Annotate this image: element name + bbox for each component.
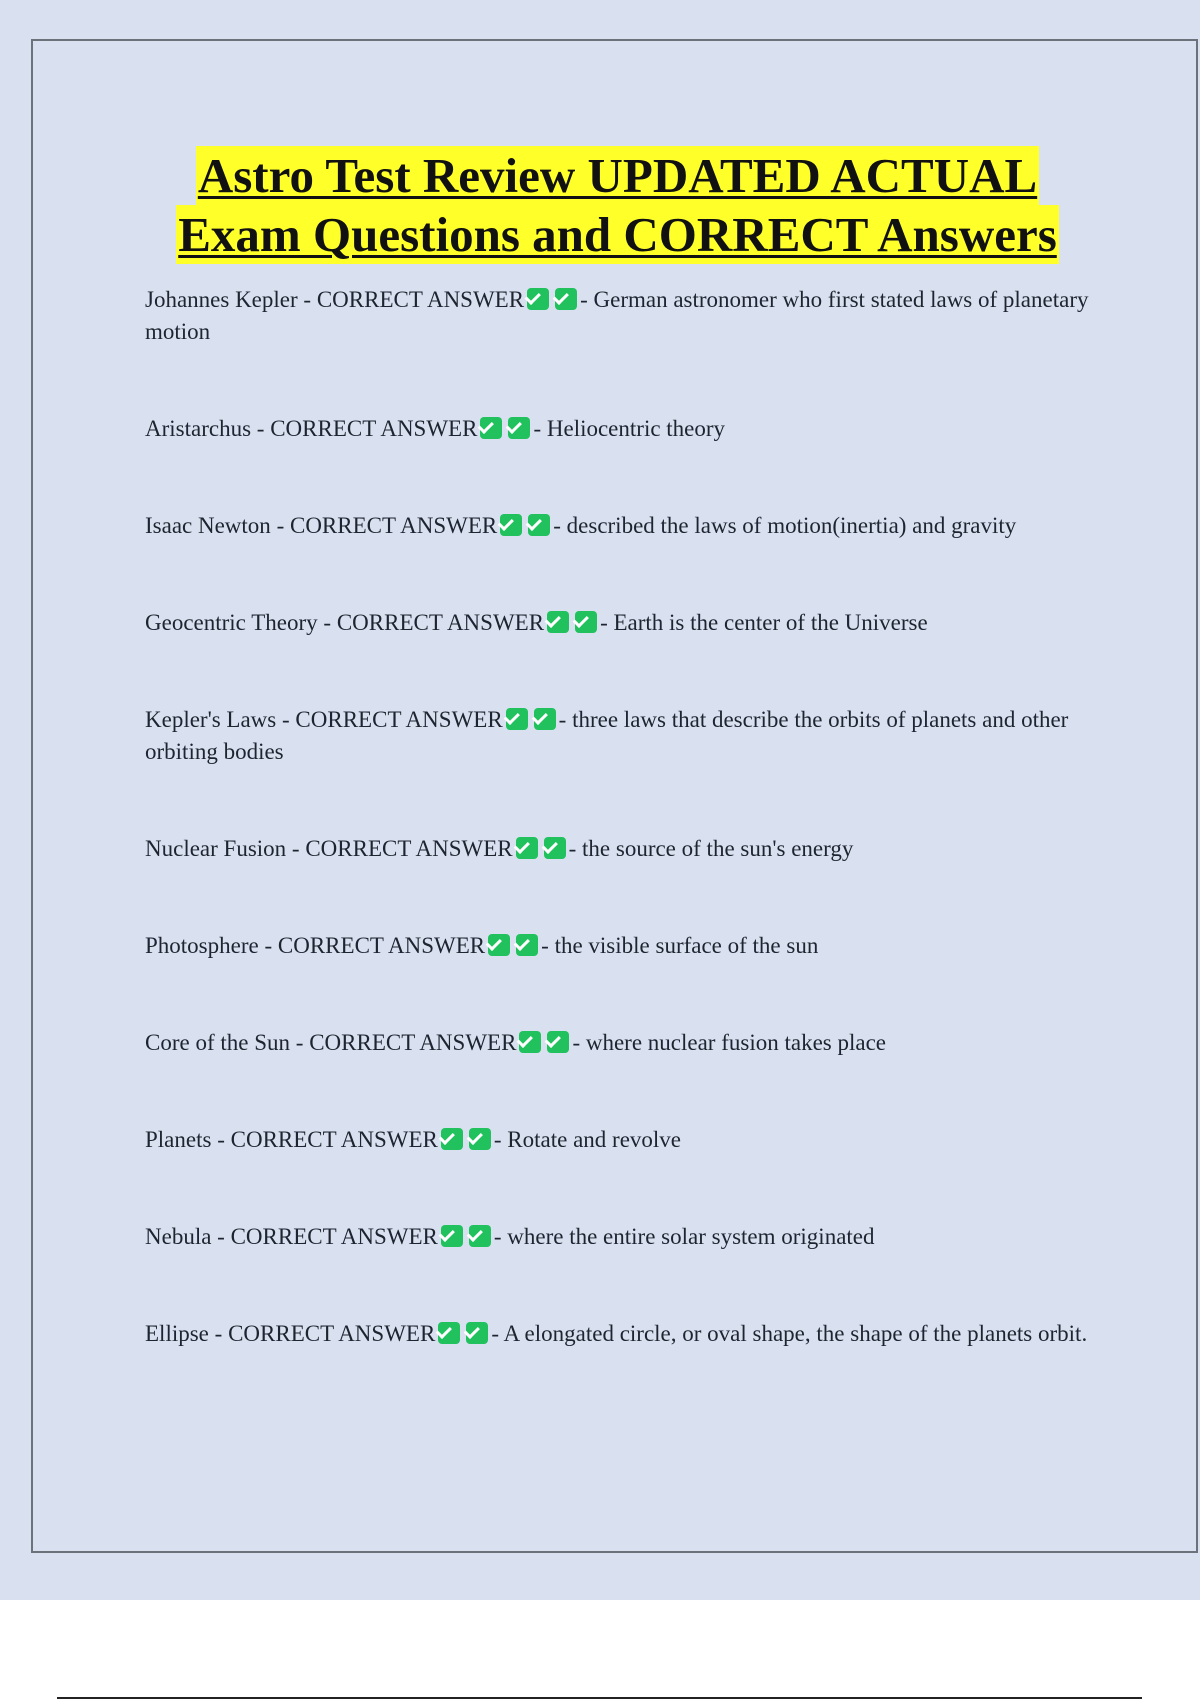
- correct-answer-label: CORRECT ANSWER: [230, 1224, 438, 1249]
- qa-item: Nebula - CORRECT ANSWER - where the entire solar system originated: [145, 1224, 875, 1249]
- check-mark-icon: [500, 514, 522, 536]
- qa-answer: three laws that describe the orbits of planets and other orbiting bodies: [145, 707, 1069, 764]
- check-mark-icon: [528, 514, 550, 536]
- qa-term: Geocentric Theory: [145, 610, 318, 635]
- qa-item: Photosphere - CORRECT ANSWER - the visible surface of the sun: [145, 933, 819, 958]
- qa-item: Johannes Kepler - CORRECT ANSWER - German astronomer who first stated laws of planetary motion: [145, 287, 1089, 344]
- qa-term: Johannes Kepler: [145, 287, 298, 312]
- qa-item: Planets - CORRECT ANSWER - Rotate and revolve: [145, 1127, 682, 1152]
- qa-term: Aristarchus: [145, 416, 252, 441]
- check-mark-icon: [547, 611, 569, 633]
- correct-answer-label: CORRECT ANSWER: [277, 933, 486, 958]
- qa-term: Photosphere: [145, 933, 259, 958]
- check-mark-icon: [506, 708, 528, 730]
- check-mark-icon: [469, 1225, 491, 1247]
- check-mark-icon: [519, 1031, 541, 1053]
- qa-answer: A elongated circle, or oval shape, the shape of the planets orbit.: [503, 1321, 1088, 1346]
- check-mark-icon: [544, 837, 566, 859]
- correct-answer-label: CORRECT ANSWER: [270, 416, 478, 441]
- qa-list: [145, 284, 1095, 1415]
- check-mark-icon: [527, 288, 549, 310]
- check-mark-icon: [480, 417, 502, 439]
- qa-item: Core of the Sun - CORRECT ANSWER - where nuclear fusion takes place: [145, 1030, 886, 1055]
- document-title: [100, 146, 1135, 264]
- qa-term: Planets: [145, 1127, 212, 1152]
- correct-answer-label: CORRECT ANSWER: [316, 287, 525, 312]
- qa-answer: Heliocentric theory: [546, 416, 726, 441]
- qa-answer: Rotate and revolve: [507, 1127, 682, 1152]
- footer-divider: [57, 1697, 1142, 1699]
- check-mark-icon: [441, 1225, 463, 1247]
- correct-answer-label: CORRECT ANSWER: [228, 1321, 436, 1346]
- check-mark-icon: [438, 1322, 460, 1344]
- qa-item: Kepler's Laws - CORRECT ANSWER - three laws that describe the orbits of planets and other orbiting bodies: [145, 707, 1069, 764]
- correct-answer-label: CORRECT ANSWER: [289, 513, 498, 538]
- correct-answer-label: CORRECT ANSWER: [336, 610, 545, 635]
- qa-item: Geocentric Theory - CORRECT ANSWER - Earth is the center of the Universe: [145, 610, 928, 635]
- check-mark-icon: [534, 708, 556, 730]
- correct-answer-label: CORRECT ANSWER: [230, 1127, 438, 1152]
- qa-term: Nebula: [145, 1224, 212, 1249]
- qa-item: Isaac Newton - CORRECT ANSWER - described the laws of motion(inertia) and gravity: [145, 513, 1017, 538]
- qa-item: Ellipse - CORRECT ANSWER - A elongated circle, or oval shape, the shape of the planets orbit.: [145, 1321, 1088, 1346]
- check-mark-icon: [488, 934, 510, 956]
- qa-answer: where the entire solar system originated: [507, 1224, 875, 1249]
- qa-term: Isaac Newton: [145, 513, 271, 538]
- check-mark-icon: [516, 837, 538, 859]
- qa-term: Kepler's Laws: [145, 707, 277, 732]
- check-mark-icon: [575, 611, 597, 633]
- correct-answer-label: CORRECT ANSWER: [309, 1030, 517, 1055]
- qa-answer: the source of the sun's energy: [582, 836, 854, 861]
- check-mark-icon: [469, 1128, 491, 1150]
- correct-answer-label: CORRECT ANSWER: [305, 836, 513, 861]
- correct-answer-label: CORRECT ANSWER: [295, 707, 503, 732]
- check-mark-icon: [508, 417, 530, 439]
- title-line-1: Astro Test Review UPDATED ACTUAL: [197, 148, 1038, 203]
- check-mark-icon: [516, 934, 538, 956]
- qa-answer: German astronomer who first stated laws of planetary motion: [145, 287, 1089, 344]
- qa-term: Nuclear Fusion: [145, 836, 287, 861]
- qa-term: Core of the Sun: [145, 1030, 291, 1055]
- qa-item: Aristarchus - CORRECT ANSWER - Heliocentric theory: [145, 416, 726, 441]
- qa-answer: Earth is the center of the Universe: [613, 610, 928, 635]
- qa-item: Nuclear Fusion - CORRECT ANSWER - the source of the sun's energy: [145, 836, 854, 861]
- title-line-2: Exam Questions and CORRECT Answers: [178, 207, 1057, 262]
- qa-answer: the visible surface of the sun: [554, 933, 819, 958]
- qa-term: Ellipse: [145, 1321, 209, 1346]
- qa-answer: where nuclear fusion takes place: [585, 1030, 886, 1055]
- check-mark-icon: [466, 1322, 488, 1344]
- check-mark-icon: [555, 288, 577, 310]
- qa-answer: described the laws of motion(inertia) and gravity: [566, 513, 1017, 538]
- check-mark-icon: [547, 1031, 569, 1053]
- check-mark-icon: [441, 1128, 463, 1150]
